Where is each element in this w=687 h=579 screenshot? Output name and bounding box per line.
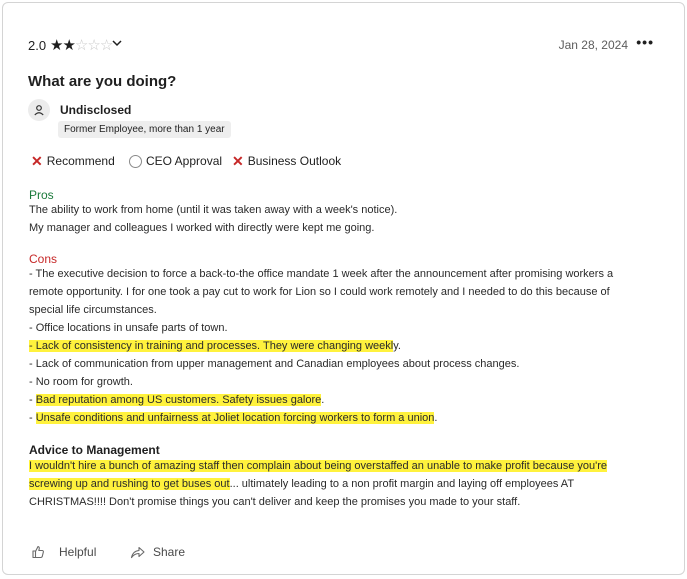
pros-line: My manager and colleagues I worked with directly were kept me going. [29, 222, 375, 234]
pros-text [29, 201, 649, 237]
author-name: Undisclosed [60, 103, 132, 117]
rating-value: 2.0 [28, 38, 47, 53]
advice-heading: Advice to Management [29, 443, 160, 457]
more-options-icon[interactable]: ••• [636, 34, 654, 50]
cons-line: - Office locations in unsafe parts of town. [29, 322, 228, 334]
cons-line: - Unsafe conditions and unfairness at Joliet location forcing workers to form a union. [29, 412, 438, 424]
highlighted-text: Unsafe conditions and unfairness at Joliet location forcing workers to form a union [35, 412, 435, 424]
review-title: What are you doing? [28, 73, 177, 90]
ceo-approval-label: CEO Approval [146, 154, 223, 168]
cons-line: - The executive decision to force a back-to-the office mandate 1 week after the announcement after promising workers a [29, 268, 614, 280]
star-icon: ☆ [74, 37, 88, 54]
star-icon: ☆ [99, 37, 113, 54]
user-icon [33, 104, 45, 116]
thumbs-up-icon [31, 545, 45, 559]
neutral-circle-icon [129, 155, 142, 168]
cons-line: remote opportunity. I for one took a pay cut to work for Lion so I could work remotely and I needed to do this because of [29, 286, 610, 298]
cons-line: - No room for growth. [29, 376, 133, 388]
star-icon: ★ [50, 37, 63, 54]
highlighted-text: screwing up and rushing to get buses out [29, 478, 230, 490]
highlighted-text: I wouldn't hire a bunch of amazing staff then complain about being overstaffed an unable to make profit because you're [29, 460, 607, 472]
ceo-approval-flag [129, 154, 222, 168]
advice-text [29, 457, 649, 511]
employment-badge: Former Employee, more than 1 year [58, 121, 231, 138]
cons-line: - Lack of communication from upper management and Canadian employees about process changes. [29, 358, 520, 370]
recommend-label: Recommend [46, 154, 115, 168]
star-rating[interactable] [50, 36, 112, 54]
star-icon: ☆ [87, 37, 100, 54]
highlighted-text: - Lack of consistency in training and processes. They were changing weekl [29, 340, 394, 352]
share-button[interactable] [130, 545, 185, 559]
star-icon: ★ [62, 37, 75, 54]
cons-heading: Cons [29, 252, 58, 266]
cons-text [29, 265, 649, 427]
helpful-button[interactable] [31, 545, 96, 559]
advice-line [29, 457, 649, 475]
cons-line: - Bad reputation among US customers. Safety issues galore. [29, 394, 325, 406]
advice-line: screwing up and rushing to get buses out... ultimately leading to a non profit margin and laying off employees AT [29, 478, 575, 490]
x-icon: ✕ [232, 153, 244, 169]
review-card [2, 2, 685, 575]
review-date: Jan 28, 2024 [558, 38, 628, 52]
highlighted-text: Bad reputation among US customers. Safety issues galore [35, 394, 322, 406]
cons-line: - Lack of consistency in training and processes. They were changing weekly. [29, 340, 401, 352]
helpful-label: Helpful [59, 545, 97, 559]
recommend-flag [31, 154, 115, 168]
x-icon: ✕ [31, 153, 43, 169]
avatar [28, 99, 50, 121]
business-outlook-flag [232, 154, 341, 168]
advice-line: CHRISTMAS!!!! Don't promise things you can't deliver and keep the promises you made to your staff. [29, 496, 521, 508]
pros-line: The ability to work from home (until it was taken away with a week's notice). [29, 204, 398, 216]
cons-line: special life circumstances. [29, 304, 157, 316]
chevron-down-icon[interactable] [112, 38, 122, 48]
business-outlook-label: Business Outlook [247, 154, 342, 168]
pros-heading: Pros [29, 188, 54, 202]
share-label: Share [153, 545, 186, 559]
share-icon [130, 546, 145, 559]
